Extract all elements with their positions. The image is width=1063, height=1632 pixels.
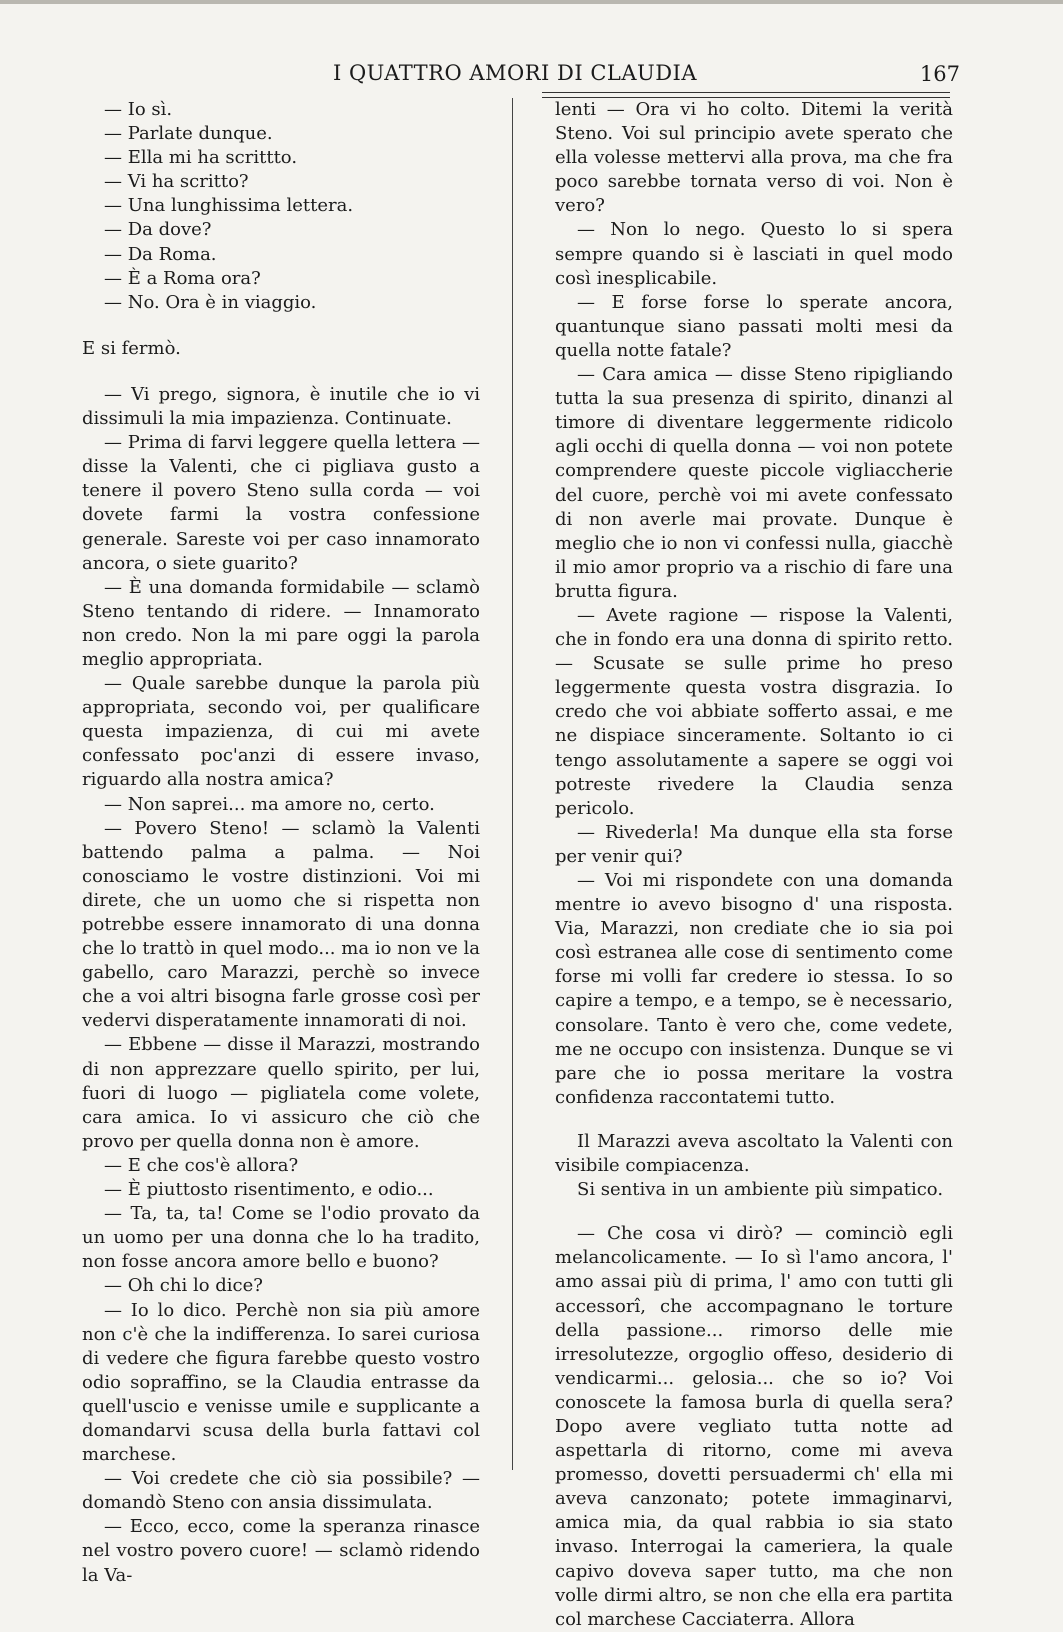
paragraph: — Rivederla! Ma dunque ella sta forse per venir qui?	[555, 821, 953, 867]
paragraph: — Avete ragione — rispose la Valenti, che in fondo era una donna di spirito retto. — Scusate se sulle prime ho preso leggermente questa vostra disgrazia. Io credo che voi abbiate sofferto assai, e me ne dispiace sinceramente. Soltanto io ci tengo assolutamente a sapere se oggi voi potreste rivedere la Claudia senza pericolo.	[555, 604, 953, 819]
dialogue-line: — Una lunghissima lettera.	[104, 195, 354, 217]
paragraph: — Non lo nego. Questo lo si spera sempre quando si è lasciati in quel modo così inesplicabile.	[555, 219, 953, 289]
running-head	[0, 58, 1063, 92]
page-number: 167	[919, 62, 960, 86]
paragraph-gap	[555, 1202, 953, 1222]
dialogue-line: — Da Roma.	[104, 243, 217, 265]
paragraph: — Che cosa vi dirò? — cominciò egli melancolicamente. — Io sì l'amo ancora, l' amo assai più di prima, l' amo con tutti gli accessorî, che accompagnano le torture della passione... rimorso delle mie irresolutezze, orgoglio offeso, desiderio di vendicarmi... gelosia... che so io? Voi conoscete la famosa burla di quella sera? Dopo avere vegliato tutta notte ad aspettarla di ritorno, come mi aveva promesso, dovetti persuadermi ch' ella mi aveva canzonato; potete immaginarvi, amica mia, da qual rabbia io sia stato invaso. Interrogai la cameriera, la quale capivo doveva saper tutto, ma che non volle dirmi altro, se non che ella era partita col marchese Cacciaterra. Allora	[555, 1223, 953, 1630]
paragraph: — Povero Steno! — sclamò la Valenti battendo palma a palma. — Noi conosciamo le vostre distinzioni. Voi mi direte, che un uomo che si rispetta non potrebbe essere innamorato di una donna che lo trattò in quel modo... ma io non ve la gabello, caro Marazzi, perchè so invece che a voi altri bisogna farle grosse così per vedervi disperatamente innamorati di noi.	[82, 817, 480, 1032]
paragraph-gap	[82, 361, 480, 383]
paragraph: — Vi prego, signora, è inutile che io vi dissimuli la mia impazienza. Continuate.	[82, 383, 480, 430]
dialogue-line: — È a Roma ora?	[104, 267, 261, 289]
paragraph: — Quale sarebbe dunque la parola più appropriata, secondo voi, per qualificare questa impazienza, di cui mi avete confessato poc'anzi di essere invaso, riguardo alla nostra amica?	[82, 673, 480, 791]
page-top-edge	[0, 0, 1063, 4]
paragraph: — Oh chi lo dice?	[104, 1275, 263, 1297]
paragraph-continued: lenti — Ora vi ho colto. Ditemi la verità Steno. Voi sul principio avete sperato che ella volesse mettervi alla prova, ma che fra poco sarebbe tornata verso di voi. Non è vero?	[555, 99, 953, 217]
paragraph: — Voi credete che ciò sia possibile? — domandò Steno con ansia dissimulata.	[82, 1468, 480, 1514]
dialogue-line: — No. Ora è in viaggio.	[104, 291, 317, 313]
paragraph: — Ebbene — disse il Marazzi, mostrando di non apprezzare quello spirito, per lui, fuori di luogo — pigliatela come volete, cara amica. Io vi assicuro che ciò che provo per quella donna non è amore.	[82, 1034, 480, 1152]
paragraph: — Voi mi rispondete con una domanda mentre io avevo bisogno d' una risposta. Via, Marazzi, non crediate che io sia poi così estranea alle cose di sentimento come forse mi volli far credere io stessa. Io so capire a tempo, e a tempo, se è necessario, consolare. Tanto è vero che, come vedete, me ne occupo con insistenza. Dunque se vi pare che io possa meritare la vostra confidenza raccontatemi tutto.	[555, 870, 953, 1108]
paragraph: — Prima di farvi leggere quella lettera — disse la Valenti, che ci pigliava gusto a tenere il povero Steno sulla corda — voi dovete farmi la vostra confessione generale. Sareste voi per caso innamorato ancora, o siete guarito?	[82, 432, 480, 574]
running-title: I QUATTRO AMORI DI CLAUDIA	[332, 61, 697, 85]
paragraph: — Io lo dico. Perchè non sia più amore non c'è che la indifferenza. Io sarei curiosa di vedere che figura farebbe questo vostro odio sopraffino, se la Claudia entrasse da quell'uscio e venisse umile e supplicante a domandarvi scusa della burla fattavi col marchese.	[82, 1299, 480, 1466]
paragraph: — Ecco, ecco, come la speranza rinasce nel vostro povero cuore! — sclamò ridendo la Va-	[82, 1516, 480, 1586]
dialogue-line: — Ella mi ha scrittto.	[104, 147, 298, 169]
column-divider	[512, 98, 513, 1470]
right-column	[555, 98, 953, 1632]
paragraph-gap	[82, 315, 480, 337]
paragraph: — È piuttosto risentimento, e odio...	[104, 1179, 434, 1201]
narration-paragraph: Si sentiva in un ambiente più simpatico.	[577, 1179, 944, 1201]
dialogue-line: — Da dove?	[104, 219, 212, 241]
paragraph-gap	[555, 1110, 953, 1130]
paragraph: — Ta, ta, ta! Come se l'odio provato da un uomo per una donna che lo ha tradito, non fosse ancora amore bello e buono?	[82, 1203, 480, 1273]
paragraph: — Non saprei... ma amore no, certo.	[104, 793, 435, 815]
dialogue-line: — Vi ha scritto?	[104, 171, 249, 193]
narration-line: E si fermò.	[82, 337, 181, 359]
dialogue-line: — Io sì.	[104, 99, 173, 120]
left-column	[82, 98, 480, 1588]
paragraph: — È una domanda formidabile — sclamò Steno tentando di ridere. — Innamorato non credo. Non la mi pare oggi la parola meglio appropriata.	[82, 576, 480, 670]
narration-paragraph: Il Marazzi aveva ascoltato la Valenti con visibile compiacenza.	[555, 1130, 953, 1177]
paragraph: — E forse forse lo sperate ancora, quantunque siano passati molti mesi da quella notte fatale?	[555, 291, 953, 361]
paragraph: — E che cos'è allora?	[104, 1154, 299, 1176]
paragraph: — Cara amica — disse Steno ripigliando tutta la sua presenza di spirito, dinanzi al timore di diventare leggermente ridicolo agli occhi di quella donna — voi non potete comprendere queste piccole vigliaccherie del cuore, perchè voi mi avete confessato di non averle mai provate. Dunque è meglio che io non vi confessi nulla, giacchè il mio amor proprio va a rischio di fare una brutta figura.	[555, 364, 953, 602]
dialogue-line: — Parlate dunque.	[104, 123, 273, 145]
